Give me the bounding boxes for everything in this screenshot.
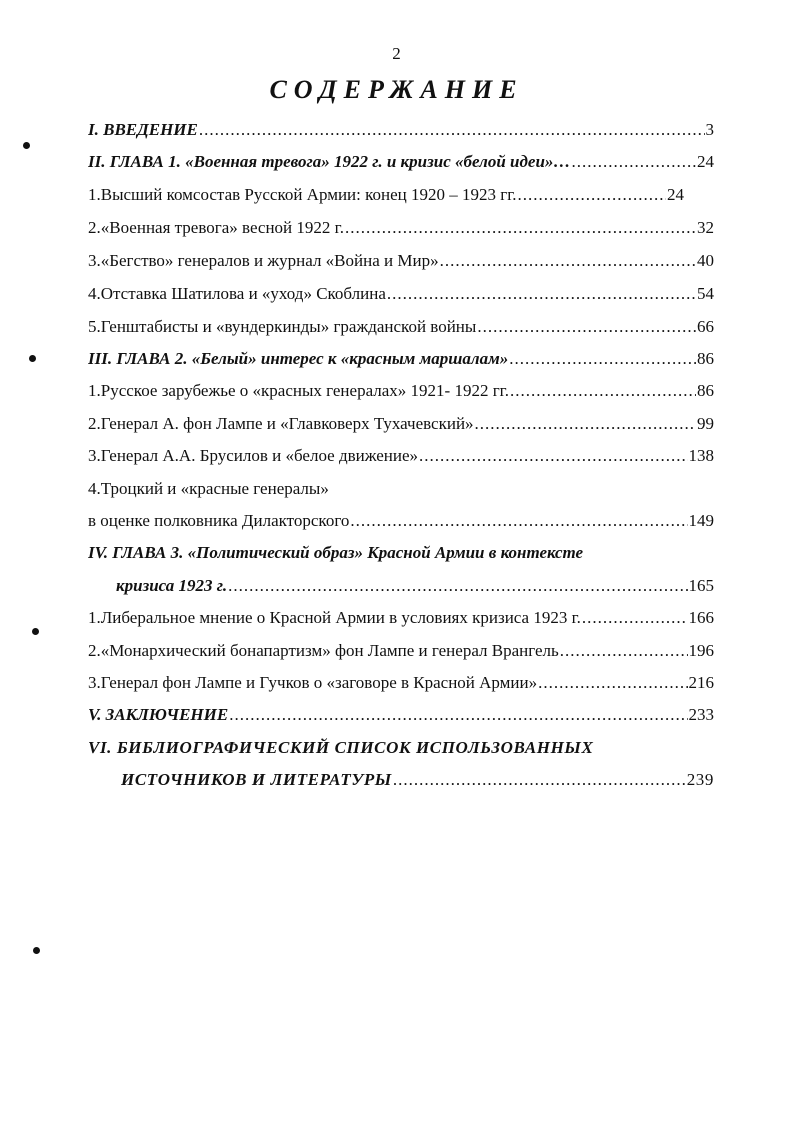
- toc-entry-text: 1.Русское зарубежье о «красных генералах» 1921- 1922 гг.: [88, 381, 509, 400]
- leader-dots: [510, 380, 696, 402]
- toc-entry-page: 138: [688, 446, 714, 465]
- toc-entry-text: IV. ГЛАВА 3. «Политический образ» Красной Армии в контексте: [88, 543, 584, 562]
- toc-entry-text: 3.Генерал А.А. Брусилов и «белое движение»: [88, 446, 419, 465]
- toc-entry-page: 239: [686, 770, 714, 789]
- toc-entry-page: 3: [705, 120, 714, 139]
- toc-entry-page: 196: [688, 641, 714, 660]
- toc-entry-2-4-line-1: [88, 478, 714, 500]
- toc-entry-2-4-line-2: [88, 510, 714, 532]
- leader-dots: [477, 316, 696, 338]
- toc-entry-page: 40: [697, 251, 714, 270]
- toc-entry-text: 5.Генштабисты и «вундеркинды» гражданской войны: [88, 317, 477, 336]
- leader-dots: [393, 769, 686, 791]
- toc-entry-text: ИСТОЧНИКОВ И ЛИТЕРАТУРЫ: [121, 770, 392, 789]
- leader-dots: [419, 445, 687, 467]
- toc-entry-1-1: [88, 184, 684, 206]
- toc-entry-3-2: [88, 640, 714, 662]
- leader-dots: [199, 119, 705, 141]
- toc-entry-chapter-3-line-1: [88, 542, 714, 564]
- toc-entry-1-5: [88, 316, 714, 338]
- margin-dot-mark: [29, 355, 36, 362]
- toc-entry-text: 2.«Монархический бонапартизм» фон Лампе и генерал Врангель: [88, 641, 559, 660]
- toc-entry-2-2: [88, 413, 714, 435]
- toc-entry-text: 4.Отставка Шатилова и «уход» Скоблина: [88, 284, 386, 303]
- toc-entry-1-3: [88, 250, 714, 272]
- leader-dots: [228, 575, 687, 597]
- leader-dots: [440, 250, 696, 272]
- toc-entry-1-4: [88, 283, 714, 305]
- toc-entry-page: 166: [688, 608, 714, 627]
- toc-entry-text: 3.«Бегство» генералов и журнал «Война и Мир»: [88, 251, 439, 270]
- toc-entry-text: 4.Троцкий и «красные генералы»: [88, 479, 329, 498]
- toc-entry-1-2: [88, 217, 714, 239]
- toc-entry-page: 99: [697, 414, 714, 433]
- toc-entry-text: I. ВВЕДЕНИЕ: [88, 120, 198, 139]
- toc-entry-text: 2.«Военная тревога» весной 1922 г.: [88, 218, 344, 237]
- toc-entry-page: 32: [697, 218, 714, 237]
- leader-dots: [387, 283, 696, 305]
- toc-entry-page: 24: [697, 152, 714, 171]
- toc-entry-page: 233: [688, 705, 714, 724]
- toc-entry-2-3: [88, 445, 714, 467]
- margin-dot-mark: [33, 947, 40, 954]
- leader-dots: [229, 704, 687, 726]
- toc-entry-page: 165: [688, 576, 714, 595]
- leader-dots: [350, 510, 687, 532]
- toc-entry-3-3: [88, 672, 714, 694]
- toc-entry-text: в оценке полковника Дилакторского: [88, 511, 350, 530]
- toc-entry-page: 54: [697, 284, 714, 303]
- toc-entry-introduction: [88, 119, 714, 141]
- leader-dots: [538, 672, 687, 694]
- toc-entry-chapter-1: [88, 151, 714, 173]
- toc-entry-text: кризиса 1923 г.: [116, 576, 228, 595]
- toc-entry-3-1: [88, 607, 714, 629]
- page-number: 2: [392, 44, 401, 63]
- leader-dots: [518, 184, 666, 206]
- leader-dots: [475, 413, 696, 435]
- toc-entry-text: III. ГЛАВА 2. «Белый» интерес к «красным маршалам»: [88, 349, 509, 368]
- toc-entry-page: 86: [697, 349, 714, 368]
- leader-dots: [509, 348, 696, 370]
- toc-entry-page: 149: [688, 511, 714, 530]
- toc-entry-bibliography-line-2: [121, 769, 714, 791]
- toc-entry-text: V. ЗАКЛЮЧЕНИЕ: [88, 705, 229, 724]
- toc-entry-page: 24: [667, 185, 684, 204]
- leader-dots: [571, 151, 696, 173]
- toc-entry-page: 216: [688, 673, 714, 692]
- toc-entry-text: 2.Генерал А. фон Лампе и «Главковерх Тухачевский»: [88, 414, 474, 433]
- leader-dots: [345, 217, 696, 239]
- toc-entry-text: 1.Либеральное мнение о Красной Армии в условиях кризиса 1923 г.: [88, 608, 581, 627]
- toc-entry-text: 1.Высший комсостав Русской Армии: конец 1920 – 1923 гг.: [88, 185, 517, 204]
- toc-entry-bibliography-line-1: [88, 737, 714, 759]
- toc-title: СОДЕРЖАНИЕ: [269, 75, 524, 104]
- toc-entry-page: 66: [697, 317, 714, 336]
- toc-entry-page: 86: [697, 381, 714, 400]
- margin-dot-mark: [32, 628, 39, 635]
- toc-entry-text: VI. БИБЛИОГРАФИЧЕСКИЙ СПИСОК ИСПОЛЬЗОВАННЫХ: [88, 738, 594, 757]
- leader-dots: [560, 640, 688, 662]
- leader-dots: [582, 607, 688, 629]
- toc-entry-chapter-3-line-2: [116, 575, 714, 597]
- toc-entry-text: 3.Генерал фон Лампе и Гучков о «заговоре в Красной Армии»: [88, 673, 538, 692]
- margin-dot-mark: [23, 142, 30, 149]
- toc-entry-2-1: [88, 380, 714, 402]
- toc-entry-conclusion: [88, 704, 714, 726]
- toc-entry-chapter-2: [88, 348, 714, 370]
- toc-entry-text: II. ГЛАВА 1. «Военная тревога» 1922 г. и кризис «белой идеи»…: [88, 152, 571, 171]
